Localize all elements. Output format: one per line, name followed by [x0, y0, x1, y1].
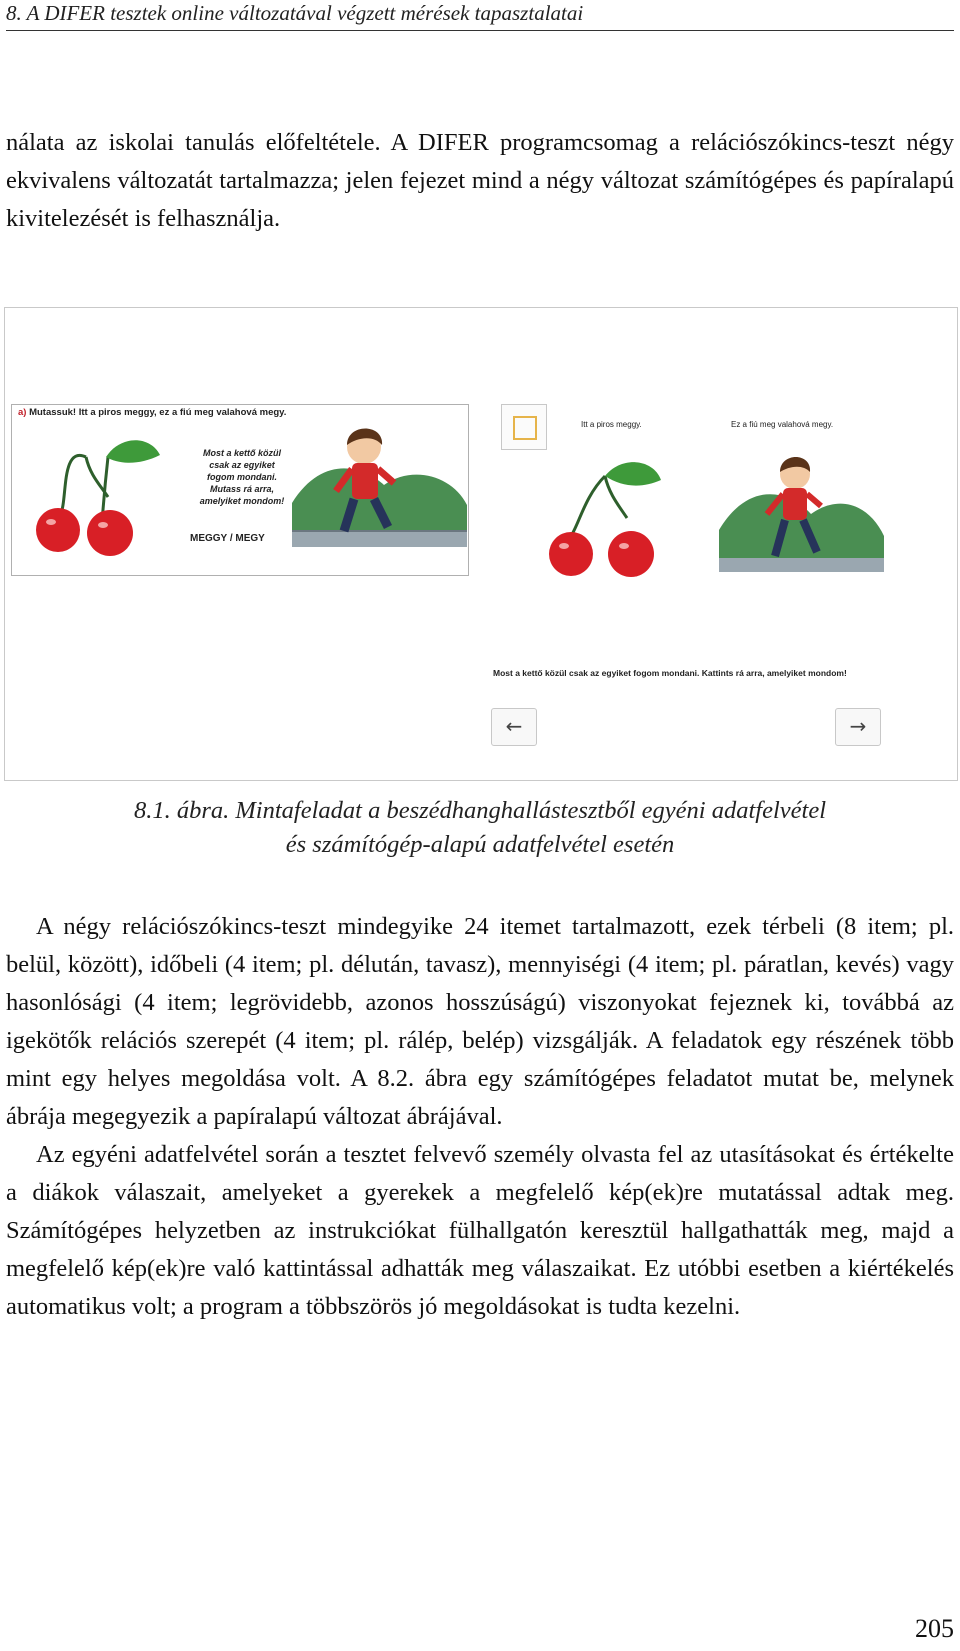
- caption-line: 8.1. ábra. Mintafeladat a beszédhanghallástesztből egyéni adatfelvétel: [133, 797, 827, 824]
- figure-8-1: [4, 307, 958, 781]
- caption-line: és számítógép-alapú adatfelvétel esetén: [285, 831, 675, 858]
- speech-line: csak az egyiket: [209, 460, 275, 470]
- next-button[interactable]: →: [835, 708, 881, 746]
- speech-bubble: [188, 447, 296, 507]
- paragraph: Az egyéni adatfelvétel során a tesztet felvevő személy olvasta fel az utasításokat és értékelte a diákok válaszait, amelyeket a gyerekek a megfelelő kép(ek)re mutatással adtak meg. Számítógépes helyzetben az instrukciókat fülhallgatón keresztül hallgathatták meg, majd a megfelelő kép(ek)re való kattintással adhatták meg válaszaikat. Ez utóbbi esetben a kiértékelés automatikus volt; a program a többszörös jó megoldásokat is tudta kezelni.: [6, 1141, 954, 1320]
- speech-line: fogom mondani.: [207, 472, 277, 482]
- speech-line: amelyiket mondom!: [199, 496, 285, 506]
- instruction-prefix: a): [18, 407, 27, 418]
- label-cherry: Itt a piros meggy.: [581, 420, 642, 429]
- figure-caption: [0, 794, 960, 862]
- answer-pair: MEGGY / MEGY: [190, 533, 265, 544]
- instruction-text: Mutassuk! Itt a piros meggy, ez a fiú meg valahová megy.: [29, 407, 287, 418]
- page-number: 205: [915, 1614, 954, 1643]
- label-boy: Ez a fiú meg valahová megy.: [731, 420, 834, 429]
- intro-text: nálata az iskolai tanulás előfeltétele. A DIFER programcsomag a relációszókincs-teszt négy ekvivalens változatát tartalmazza; jelen fejezet mind a négy változat számítógépes és papíralapú kivitelezését is felhasználja.: [6, 129, 954, 232]
- paragraph: A négy relációszókincs-teszt mindegyike 24 itemet tartalmazott, ezek térbeli (8 item; pl. belül, között), időbeli (4 item; pl. délután, tavasz), mennyiségi (4 item; pl. páratlan, kevés) vagy hasonlósági (4 item; legrövidebb, azonos hosszúságú) viszonyokat fejeznek ki, továbbá az igekötők relációs szerepét (4 item; pl. rálép, belép) vizsgálják. A feladatok egy részének több mint egy helyes megoldása volt. A 8.2. ábra egy számítógépes feladatot mutat be, melynek ábrája megegyezik a papíralapú változat ábrájával.: [6, 913, 954, 1130]
- running-boy-icon: [292, 429, 467, 548]
- computer-version-panel: [485, 386, 943, 756]
- body-text: [6, 908, 954, 1326]
- computer-instruction: Most a kettő közül csak az egyiket fogom mondani. Kattints rá arra, amelyiket mondom!: [493, 668, 847, 678]
- paper-version-panel: [11, 404, 469, 576]
- cherry-icon: [36, 440, 160, 556]
- speech-line: Mutass rá arra,: [209, 484, 275, 494]
- speech-line: Most a kettő közül: [202, 448, 281, 458]
- prev-button[interactable]: ←: [491, 708, 537, 746]
- boy-option-icon: [719, 457, 884, 572]
- running-header: 8. A DIFER tesztek online változatával végzett mérések tapasztalatai: [6, 0, 954, 31]
- intro-paragraph: [6, 124, 954, 238]
- cherry-option-icon: [549, 462, 661, 577]
- computer-illustration: [485, 426, 943, 626]
